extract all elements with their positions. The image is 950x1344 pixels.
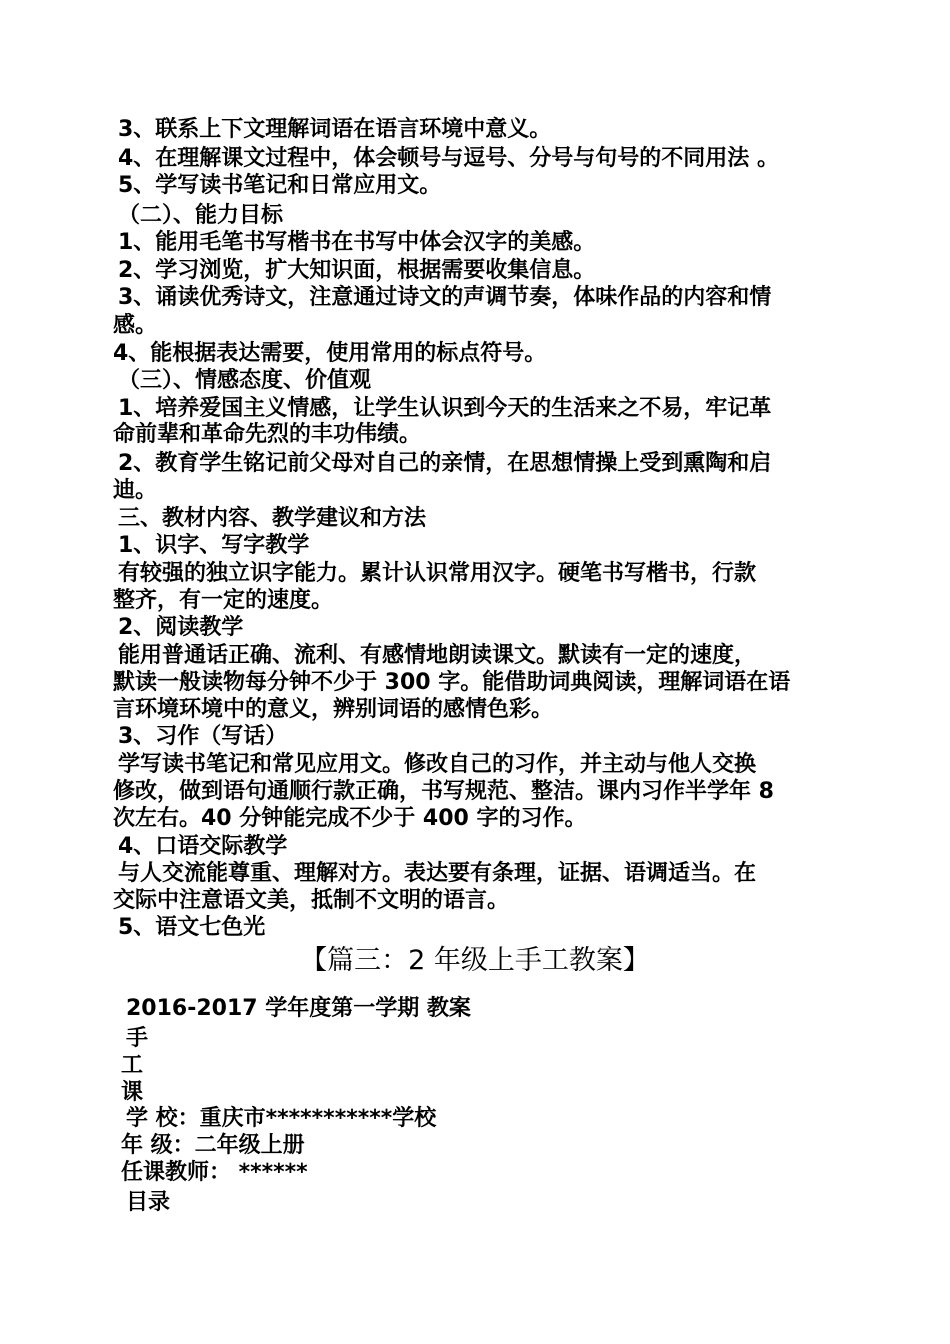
paragraph-line: 4、口语交际教学 — [118, 834, 288, 859]
paragraph-line: 3、习作（写话） — [118, 724, 288, 749]
paragraph-line: 次左右。40 分钟能完成不少于 400 字的习作。 — [113, 806, 587, 831]
paragraph-line: （二）、能力目标 — [118, 203, 284, 228]
paragraph-line: 5、学写读书笔记和日常应用文。 — [118, 173, 442, 198]
paragraph-line: 感。 — [113, 313, 158, 338]
paragraph-line: 修改，做到语句通顺行款正确，书写规范、整洁。课内习作半学年 8 — [113, 779, 774, 804]
paragraph-line: 整齐，有一定的速度。 — [113, 588, 334, 613]
paragraph-line: 4、能根据表达需要，使用常用的标点符号。 — [113, 341, 547, 366]
cover-line: 目录 — [126, 1190, 171, 1215]
cover-line: 2016-2017 学年度第一学期 教案 — [126, 996, 471, 1021]
section-heading: 【篇三：2 年级上手工教案】 — [300, 945, 650, 976]
paragraph-line: 有较强的独立识字能力。累计认识常用汉字。硬笔书写楷书，行款 — [118, 561, 757, 586]
cover-line: 年 级：二年级上册 — [121, 1133, 305, 1158]
paragraph-line: 默读一般读物每分钟不少于 300 字。能借助词典阅读，理解词语在语 — [113, 670, 791, 695]
paragraph-line: 1、培养爱国主义情感，让学生认识到今天的生活来之不易，牢记革 — [118, 396, 772, 421]
cover-line: 学 校：重庆市***********学校 — [126, 1106, 437, 1131]
paragraph-line: 能用普通话正确、流利、有感情地朗读课文。默读有一定的速度， — [118, 643, 757, 668]
paragraph-line: 交际中注意语文美，抵制不文明的语言。 — [113, 888, 510, 913]
paragraph-line: 三、教材内容、教学建议和方法 — [118, 506, 427, 531]
paragraph-line: 1、能用毛笔书写楷书在书写中体会汉字的美感。 — [118, 230, 596, 255]
paragraph-line: 3、联系上下文理解词语在语言环境中意义。 — [118, 117, 552, 142]
paragraph-line: 3、诵读优秀诗文，注意通过诗文的声调节奏，体味作品的内容和情 — [118, 285, 772, 310]
cover-line: 手 — [126, 1026, 149, 1051]
paragraph-line: 迪。 — [113, 478, 158, 503]
cover-line: 任课教师： ****** — [121, 1160, 308, 1185]
cover-line: 工 — [121, 1053, 144, 1078]
paragraph-line: 1、识字、写字教学 — [118, 533, 310, 558]
paragraph-line: 2、教育学生铭记前父母对自己的亲情，在思想情操上受到熏陶和启 — [118, 451, 772, 476]
paragraph-line: 言环境环境中的意义，辨别词语的感情色彩。 — [113, 697, 554, 722]
cover-line: 课 — [121, 1080, 144, 1105]
paragraph-line: 与人交流能尊重、理解对方。表达要有条理，证据、语调适当。在 — [118, 861, 757, 886]
paragraph-line: （三）、情感态度、价值观 — [118, 368, 372, 393]
paragraph-line: 2、学习浏览，扩大知识面，根据需要收集信息。 — [118, 258, 596, 283]
paragraph-line: 学写读书笔记和常见应用文。修改自己的习作，并主动与他人交换 — [118, 752, 757, 777]
paragraph-line: 2、阅读教学 — [118, 615, 244, 640]
paragraph-line: 5、语文七色光 — [118, 915, 266, 940]
paragraph-line: 4、在理解课文过程中，体会顿号与逗号、分号与句号的不同用法 。 — [118, 146, 779, 171]
paragraph-line: 命前辈和革命先烈的丰功伟绩。 — [113, 422, 422, 447]
